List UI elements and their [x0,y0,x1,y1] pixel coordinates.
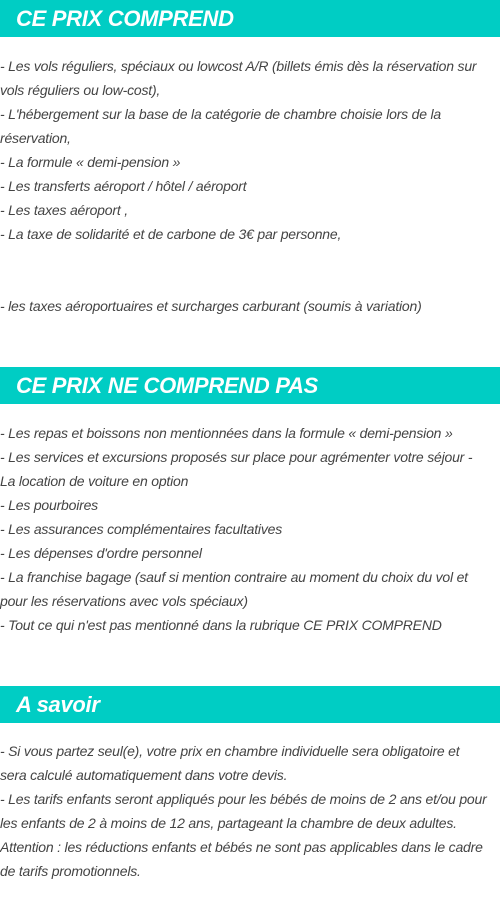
info-section-title: A savoir [0,686,500,723]
includes-line: - Les taxes aéroport , [0,202,128,218]
includes-section-title: CE PRIX COMPREND [0,0,500,37]
includes-line: réservation, [0,130,71,146]
info-line: sera calculé automatiquement dans votre devis. [0,767,288,783]
includes-line [0,270,500,294]
info-line: les enfants de 2 à moins de 12 ans, partageant la chambre de deux adultes. [0,815,457,831]
excludes-line: - Les dépenses d'ordre personnel [0,545,202,561]
excludes-line: La location de voiture en option [0,473,189,489]
includes-line: - La formule « demi-pension » [0,154,181,170]
excludes-line: - La franchise bagage (sauf si mention contraire au moment du choix du vol et [0,569,468,585]
excludes-line: pour les réservations avec vols spéciaux) [0,593,248,609]
excludes-line: - Les assurances complémentaires facultatives [0,521,283,537]
includes-line [0,246,500,270]
excludes-section-title: CE PRIX NE COMPREND PAS [0,367,500,404]
info-line: de tarifs promotionnels. [0,863,141,879]
includes-line: - les taxes aéroportuaires et surcharges carburant (soumis à variation) [0,298,422,314]
includes-line: - Les transferts aéroport / hôtel / aéroport [0,178,247,194]
info-line: Attention : les réductions enfants et bébés ne sont pas applicables dans le cadre [0,839,483,855]
excludes-line: - Tout ce qui n'est pas mentionné dans la rubrique CE PRIX COMPREND [0,617,442,633]
info-line: - Les tarifs enfants seront appliqués pour les bébés de moins de 2 ans et/ou pour [0,791,487,807]
includes-line: - L'hébergement sur la base de la catégorie de chambre choisie lors de la [0,106,442,122]
excludes-line: - Les repas et boissons non mentionnées dans la formule « demi-pension » [0,425,453,441]
excludes-list [0,421,500,637]
info-list [0,739,500,883]
includes-list [0,54,500,318]
includes-line: - Les vols réguliers, spéciaux ou lowcost A/R (billets émis dès la réservation sur [0,58,477,74]
includes-line: vols réguliers ou low-cost), [0,82,161,98]
includes-line: - La taxe de solidarité et de carbone de 3€ par personne, [0,226,342,242]
info-line: - Si vous partez seul(e), votre prix en chambre individuelle sera obligatoire et [0,743,460,759]
excludes-line: - Les pourboires [0,497,98,513]
excludes-line: - Les services et excursions proposés sur place pour agrémenter votre séjour - [0,449,473,465]
